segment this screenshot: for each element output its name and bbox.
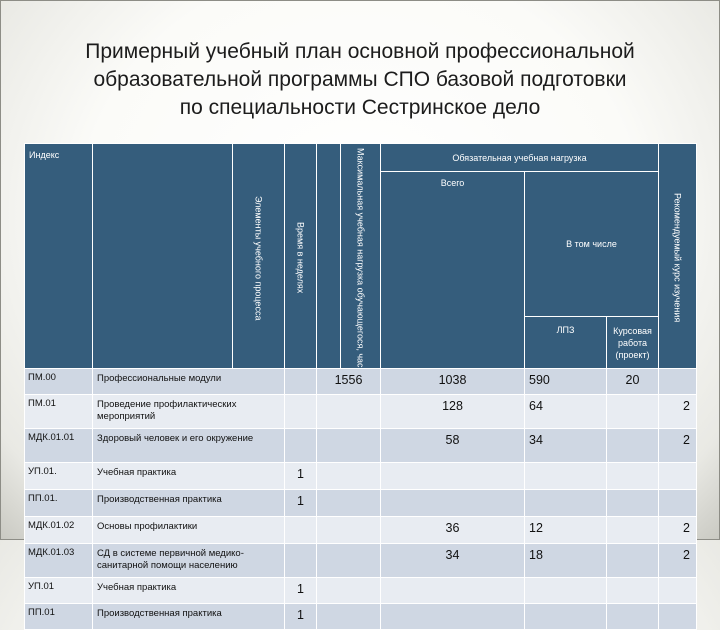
row-max bbox=[317, 394, 381, 428]
row-index: УП.01 bbox=[25, 577, 93, 603]
title-line-1: Примерный учебный план основной профессиональной bbox=[85, 40, 635, 63]
curriculum-table bbox=[24, 143, 697, 630]
row-total bbox=[381, 462, 525, 489]
row-weeks bbox=[285, 394, 317, 428]
row-weeks bbox=[285, 543, 317, 577]
row-lpz bbox=[525, 462, 607, 489]
row-max bbox=[317, 543, 381, 577]
header-weeks bbox=[285, 144, 317, 369]
row-name: Здоровый человек и его окружение bbox=[93, 428, 285, 462]
row-weeks: 1 bbox=[285, 462, 317, 489]
row-weeks bbox=[285, 516, 317, 543]
header-index: Индекс bbox=[25, 144, 93, 369]
row-lpz bbox=[525, 577, 607, 603]
row-lpz: 12 bbox=[525, 516, 607, 543]
row-lpz: 64 bbox=[525, 394, 607, 428]
row-recommended: 2 bbox=[659, 516, 697, 543]
header-mandatory: Обязательная учебная нагрузка bbox=[381, 144, 659, 172]
header-weeks-text: Время в неделях bbox=[295, 222, 306, 294]
row-max bbox=[317, 603, 381, 629]
row-name: Профессиональные модули bbox=[93, 368, 285, 394]
row-weeks: 1 bbox=[285, 603, 317, 629]
row-weeks bbox=[285, 428, 317, 462]
row-recommended: 2 bbox=[659, 394, 697, 428]
row-total bbox=[381, 489, 525, 516]
header-recommended bbox=[659, 144, 697, 369]
header-row-1 bbox=[25, 144, 697, 172]
header-spacer bbox=[317, 144, 341, 369]
row-total bbox=[381, 603, 525, 629]
row-max bbox=[317, 462, 381, 489]
header-elements bbox=[233, 144, 285, 369]
table-row bbox=[25, 368, 697, 394]
row-max bbox=[317, 489, 381, 516]
header-max-load-text: Максимальная учебная нагрузка обучающегося, час bbox=[355, 148, 366, 368]
row-coursework bbox=[607, 462, 659, 489]
row-weeks: 1 bbox=[285, 489, 317, 516]
row-name: Производственная практика bbox=[93, 489, 285, 516]
row-max bbox=[317, 516, 381, 543]
header-lpz: ЛПЗ bbox=[525, 316, 607, 368]
row-recommended bbox=[659, 462, 697, 489]
row-lpz: 590 bbox=[525, 368, 607, 394]
row-coursework bbox=[607, 428, 659, 462]
row-coursework bbox=[607, 516, 659, 543]
row-recommended bbox=[659, 489, 697, 516]
row-index: УП.01. bbox=[25, 462, 93, 489]
row-weeks: 1 bbox=[285, 577, 317, 603]
row-coursework bbox=[607, 394, 659, 428]
row-index: МДК.01.02 bbox=[25, 516, 93, 543]
table-row bbox=[25, 462, 697, 489]
row-recommended bbox=[659, 603, 697, 629]
row-name: Производственная практика bbox=[93, 603, 285, 629]
row-name: Учебная практика bbox=[93, 462, 285, 489]
header-max-load bbox=[341, 144, 381, 369]
row-index: МДК.01.01 bbox=[25, 428, 93, 462]
row-lpz: 18 bbox=[525, 543, 607, 577]
row-coursework: 20 bbox=[607, 368, 659, 394]
row-total: 58 bbox=[381, 428, 525, 462]
row-name: Проведение профилактических мероприятий bbox=[93, 394, 285, 428]
table-row bbox=[25, 543, 697, 577]
table-row bbox=[25, 489, 697, 516]
row-total: 128 bbox=[381, 394, 525, 428]
row-lpz bbox=[525, 489, 607, 516]
row-total bbox=[381, 577, 525, 603]
title-line-3: по специальности Сестринское дело bbox=[179, 96, 541, 119]
row-index: ПП.01. bbox=[25, 489, 93, 516]
header-coursework: Курсовая работа (проект) bbox=[607, 316, 659, 368]
row-recommended: 2 bbox=[659, 428, 697, 462]
row-lpz bbox=[525, 603, 607, 629]
header-blank bbox=[93, 144, 233, 369]
row-name: Учебная практика bbox=[93, 577, 285, 603]
table-row bbox=[25, 577, 697, 603]
table-row bbox=[25, 394, 697, 428]
header-total: Всего bbox=[381, 172, 525, 369]
row-coursework bbox=[607, 577, 659, 603]
table-row bbox=[25, 428, 697, 462]
row-coursework bbox=[607, 603, 659, 629]
row-index: ПП.01 bbox=[25, 603, 93, 629]
row-total: 34 bbox=[381, 543, 525, 577]
row-max bbox=[317, 428, 381, 462]
row-coursework bbox=[607, 543, 659, 577]
row-index: ПМ.00 bbox=[25, 368, 93, 394]
row-max: 1556 bbox=[317, 368, 381, 394]
row-recommended bbox=[659, 577, 697, 603]
header-including: В том числе bbox=[525, 172, 659, 317]
row-recommended: 2 bbox=[659, 543, 697, 577]
row-name: СД в системе первичной медико-санитарной помощи населению bbox=[93, 543, 285, 577]
row-weeks bbox=[285, 368, 317, 394]
slide-title bbox=[20, 38, 700, 122]
row-total: 36 bbox=[381, 516, 525, 543]
row-lpz: 34 bbox=[525, 428, 607, 462]
title-line-2: образовательной программы СПО базовой подготовки bbox=[93, 68, 627, 91]
header-elements-text: Элементы учебного процесса bbox=[253, 195, 264, 320]
row-coursework bbox=[607, 489, 659, 516]
table-row bbox=[25, 603, 697, 629]
row-name: Основы профилактики bbox=[93, 516, 285, 543]
row-index: ПМ.01 bbox=[25, 394, 93, 428]
row-total: 1038 bbox=[381, 368, 525, 394]
row-recommended bbox=[659, 368, 697, 394]
row-max bbox=[317, 577, 381, 603]
header-recommended-text: Рекомендуемый курс изучения bbox=[672, 193, 683, 323]
table-row bbox=[25, 516, 697, 543]
row-index: МДК.01.03 bbox=[25, 543, 93, 577]
